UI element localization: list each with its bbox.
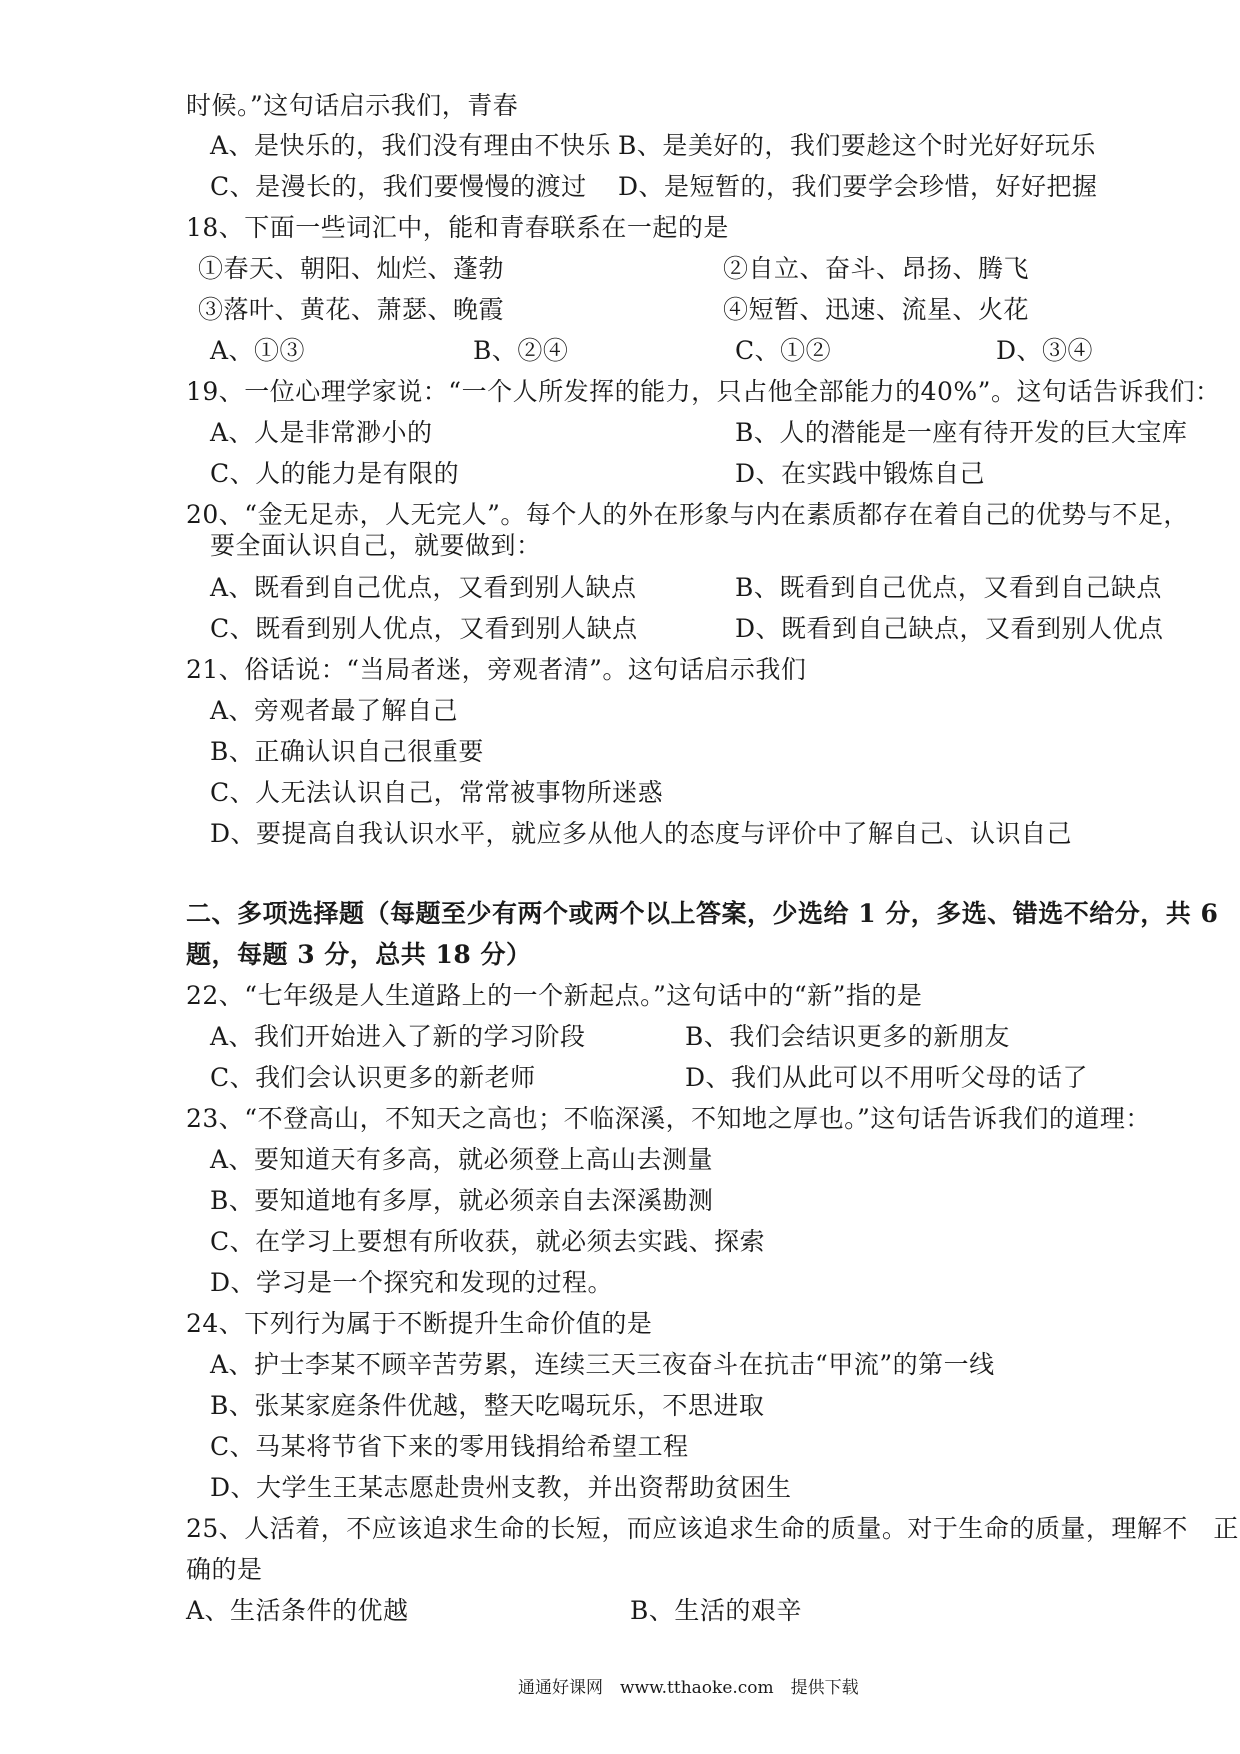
question-20-cont: 要全面认识自己，就要做到： [210, 531, 542, 560]
item-4: ④短暂、迅速、流星、火花 [723, 295, 1030, 324]
page-footer: 通通好课网 www.tthaoke.com 提供下载 [518, 1678, 859, 1698]
section-heading: 二、多项选择题（每题至少有两个或两个以上答案，少选给 1 分，多选、错选不给分，共 6 [186, 899, 1219, 928]
item-3: ③落叶、黄花、萧瑟、晚霞 [198, 295, 505, 324]
option-a: A、生活条件的优越 [186, 1596, 409, 1625]
option-d: D、大学生王某志愿赴贵州支教，并出资帮助贫困生 [210, 1473, 792, 1502]
option-b: B、②④ [473, 336, 569, 365]
option-d: D、③④ [996, 336, 1094, 365]
option-b: B、张某家庭条件优越，整天吃喝玩乐，不思进取 [210, 1391, 765, 1420]
option-b: B、是美好的，我们要趁这个时光好好玩乐 [618, 131, 1096, 160]
option-c: C、在学习上要想有所收获，就必须去实践、探索 [210, 1227, 766, 1256]
option-d: D、在实践中锻炼自己 [735, 459, 986, 488]
option-b: B、人的潜能是一座有待开发的巨大宝库 [735, 418, 1188, 447]
section-heading-cont: 题，每题 3 分，总共 18 分） [186, 940, 532, 969]
option-d: D、既看到自己缺点，又看到别人优点 [735, 614, 1164, 643]
question-25-cont: 确的是 [186, 1555, 263, 1584]
question-22: 22、“七年级是人生道路上的一个新起点。”这句话中的“新”指的是 [186, 981, 923, 1010]
question-25: 25、人活着，不应该追求生命的长短，而应该追求生命的质量。对于生命的质量，理解不 正 [186, 1514, 1239, 1543]
question-21: 21、俗话说：“当局者迷，旁观者清”。这句话启示我们 [186, 655, 807, 684]
option-b: B、生活的艰辛 [630, 1596, 802, 1625]
question-19: 19、一位心理学家说：“一个人所发挥的能力，只占他全部能力的40%”。这句话告诉我们： [186, 377, 1221, 406]
item-2: ②自立、奋斗、昂扬、腾飞 [723, 254, 1030, 283]
item-1: ①春天、朝阳、灿烂、蓬勃 [198, 254, 505, 283]
question-20: 20、“金无足赤，人无完人”。每个人的外在形象与内在素质都存在着自己的优势与不足， [186, 500, 1189, 529]
option-c: C、马某将节省下来的零用钱捐给希望工程 [210, 1432, 689, 1461]
option-a: A、①③ [210, 336, 306, 365]
option-b: B、既看到自己优点，又看到自己缺点 [735, 573, 1162, 602]
option-c: C、人无法认识自己，常常被事物所迷惑 [210, 778, 664, 807]
option-a: A、人是非常渺小的 [210, 418, 433, 447]
option-a: A、是快乐的，我们没有理由不快乐 [210, 131, 612, 160]
option-d: D、是短暂的，我们要学会珍惜，好好把握 [618, 172, 1098, 201]
question-24: 24、下列行为属于不断提升生命价值的是 [186, 1309, 653, 1338]
option-d: D、我们从此可以不用听父母的话了 [685, 1063, 1089, 1092]
option-c: C、是漫长的，我们要慢慢的渡过 [210, 172, 587, 201]
option-d: D、学习是一个探究和发现的过程。 [210, 1268, 614, 1297]
option-c: C、人的能力是有限的 [210, 459, 460, 488]
option-b: B、我们会结识更多的新朋友 [685, 1022, 1010, 1051]
option-b: B、正确认识自己很重要 [210, 737, 484, 766]
question-text: 时候。”这句话启示我们，青春 [186, 91, 519, 120]
option-a: A、旁观者最了解自己 [210, 696, 459, 725]
option-a: A、要知道天有多高，就必须登上高山去测量 [210, 1145, 714, 1174]
option-a: A、我们开始进入了新的学习阶段 [210, 1022, 586, 1051]
option-a: A、护士李某不顾辛苦劳累，连续三天三夜奋斗在抗击“甲流”的第一线 [210, 1350, 995, 1379]
option-c: C、①② [735, 336, 832, 365]
option-c: C、我们会认识更多的新老师 [210, 1063, 536, 1092]
option-a: A、既看到自己优点，又看到别人缺点 [210, 573, 637, 602]
question-23: 23、“不登高山，不知天之高也；不临深溪，不知地之厚也。”这句话告诉我们的道理： [186, 1104, 1151, 1133]
option-d: D、要提高自我认识水平，就应多从他人的态度与评价中了解自己、认识自己 [210, 819, 1073, 848]
question-18: 18、下面一些词汇中，能和青春联系在一起的是 [186, 213, 729, 242]
option-b: B、要知道地有多厚，就必须亲自去深溪勘测 [210, 1186, 714, 1215]
option-c: C、既看到别人优点，又看到别人缺点 [210, 614, 638, 643]
